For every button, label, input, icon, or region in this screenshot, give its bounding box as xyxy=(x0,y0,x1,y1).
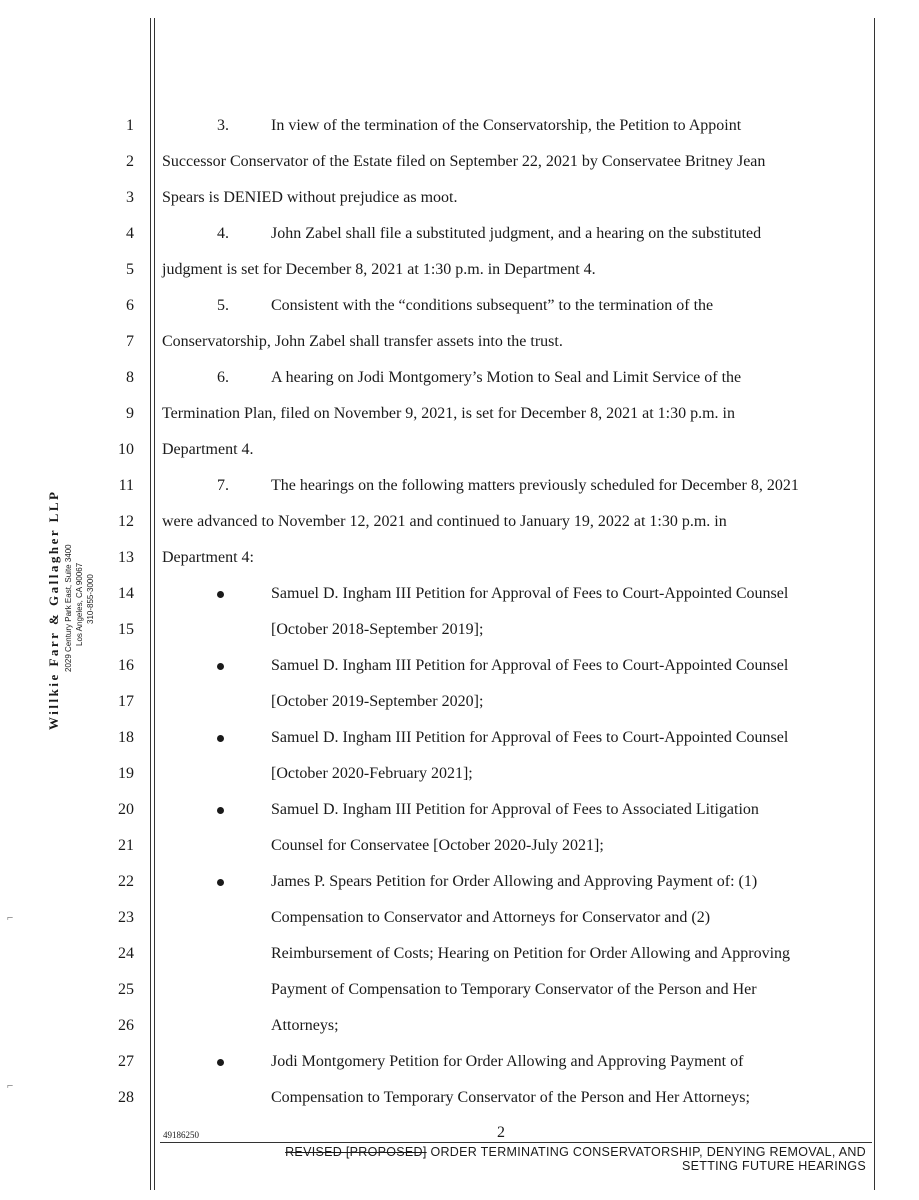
line-number: 6 xyxy=(126,297,134,314)
line-number: 8 xyxy=(126,369,134,386)
paragraph-text: Department 4. xyxy=(162,441,254,458)
paragraph-text: Consistent with the “conditions subsequent” to the termination of the xyxy=(271,297,714,314)
line-number: 14 xyxy=(118,585,134,602)
list-item: Payment of Compensation to Temporary Conservator of the Person and Her xyxy=(271,981,757,998)
list-item: Samuel D. Ingham III Petition for Approval of Fees to Court-Appointed Counsel xyxy=(271,657,789,674)
paragraph-number: 7. xyxy=(217,477,229,494)
scan-mark: ⌐ xyxy=(7,1080,14,1092)
list-item: [October 2018-September 2019]; xyxy=(271,621,484,638)
line-number: 2 xyxy=(126,153,134,170)
line-number: 22 xyxy=(118,873,134,890)
paragraph-text: judgment is set for December 8, 2021 at 1:30 p.m. in Department 4. xyxy=(162,261,596,278)
line-number: 23 xyxy=(118,909,134,926)
line-number: 26 xyxy=(118,1017,134,1034)
left-margin-rule xyxy=(150,18,151,1190)
paragraph-text: Conservatorship, John Zabel shall transfer assets into the trust. xyxy=(162,333,563,350)
paragraph-text: Department 4: xyxy=(162,549,254,566)
firm-address-line1: 2029 Century Park East, Suite 3400 xyxy=(64,544,73,672)
line-number: 10 xyxy=(118,441,134,458)
bullet-icon xyxy=(217,1059,224,1066)
list-item: Reimbursement of Costs; Hearing on Petition for Order Allowing and Approving xyxy=(271,945,791,962)
list-item: James P. Spears Petition for Order Allowing and Approving Payment of: (1) xyxy=(271,873,758,890)
footer-title-line1: ORDER TERMINATING CONSERVATORSHIP, DENYING REMOVAL, AND xyxy=(430,1145,866,1159)
firm-name: Willkie Farr & Gallagher LLP xyxy=(46,489,61,730)
left-margin-rule-inner xyxy=(154,18,155,1190)
line-number: 19 xyxy=(118,765,134,782)
line-number: 12 xyxy=(118,513,134,530)
line-number: 1 xyxy=(126,117,134,134)
firm-phone: 310-855-3000 xyxy=(86,574,95,624)
list-item: Jodi Montgomery Petition for Order Allowing and Approving Payment of xyxy=(271,1053,744,1070)
list-item: Samuel D. Ingham III Petition for Approval of Fees to Associated Litigation xyxy=(271,801,759,818)
line-number: 24 xyxy=(118,945,134,962)
paragraph-text: John Zabel shall file a substituted judgment, and a hearing on the substituted xyxy=(271,225,762,242)
page-number: 2 xyxy=(497,1124,505,1141)
paragraph-text: In view of the termination of the Conservatorship, the Petition to Appoint xyxy=(271,117,742,134)
paragraph-number: 5. xyxy=(217,297,229,314)
paragraph-text: Successor Conservator of the Estate filed on September 22, 2021 by Conservatee Britney Jean xyxy=(162,153,766,170)
firm-address-line2: Los Angeles, CA 90067 xyxy=(75,562,84,646)
list-item: Compensation to Temporary Conservator of the Person and Her Attorneys; xyxy=(271,1089,750,1106)
line-number: 5 xyxy=(126,261,134,278)
paragraph-text: A hearing on Jodi Montgomery’s Motion to Seal and Limit Service of the xyxy=(271,369,742,386)
paragraph-number: 4. xyxy=(217,225,229,242)
list-item: Counsel for Conservatee [October 2020-July 2021]; xyxy=(271,837,604,854)
bullet-icon xyxy=(217,807,224,814)
line-number: 7 xyxy=(126,333,134,350)
line-number: 18 xyxy=(118,729,134,746)
document-number: 49186250 xyxy=(163,1130,199,1140)
line-number: 3 xyxy=(126,189,134,206)
list-item: Compensation to Conservator and Attorneys for Conservator and (2) xyxy=(271,909,711,926)
right-margin-rule xyxy=(874,18,875,1190)
paragraph-number: 3. xyxy=(217,117,229,134)
line-number: 21 xyxy=(118,837,134,854)
paragraph-text: were advanced to November 12, 2021 and continued to January 19, 2022 at 1:30 p.m. in xyxy=(162,513,727,530)
paragraph-text: Termination Plan, filed on November 9, 2021, is set for December 8, 2021 at 1:30 p.m. in xyxy=(162,405,735,422)
footer-rule xyxy=(160,1142,872,1143)
line-number: 11 xyxy=(118,477,134,494)
list-item: Samuel D. Ingham III Petition for Approval of Fees to Court-Appointed Counsel xyxy=(271,585,789,602)
bullet-icon xyxy=(217,879,224,886)
line-number: 9 xyxy=(126,405,134,422)
line-number: 16 xyxy=(118,657,134,674)
line-number: 27 xyxy=(118,1053,134,1070)
line-number: 25 xyxy=(118,981,134,998)
paragraph-text: The hearings on the following matters previously scheduled for December 8, 2021 xyxy=(271,477,799,494)
line-number: 28 xyxy=(118,1089,134,1106)
bullet-icon xyxy=(217,735,224,742)
line-number: 13 xyxy=(118,549,134,566)
list-item: [October 2020-February 2021]; xyxy=(271,765,473,782)
footer-title-line2: SETTING FUTURE HEARINGS xyxy=(682,1159,866,1173)
bullet-icon xyxy=(217,663,224,670)
paragraph-number: 6. xyxy=(217,369,229,386)
struck-revision-text: REVISED [PROPOSED] xyxy=(285,1145,427,1159)
line-number: 4 xyxy=(126,225,134,242)
bullet-icon xyxy=(217,591,224,598)
line-number: 20 xyxy=(118,801,134,818)
footer-title xyxy=(285,1145,866,1173)
list-item: Samuel D. Ingham III Petition for Approval of Fees to Court-Appointed Counsel xyxy=(271,729,789,746)
list-item: Attorneys; xyxy=(271,1017,339,1034)
paragraph-text: Spears is DENIED without prejudice as moot. xyxy=(162,189,458,206)
scan-mark: ⌐ xyxy=(7,912,14,924)
line-number: 17 xyxy=(118,693,134,710)
line-number: 15 xyxy=(118,621,134,638)
list-item: [October 2019-September 2020]; xyxy=(271,693,484,710)
